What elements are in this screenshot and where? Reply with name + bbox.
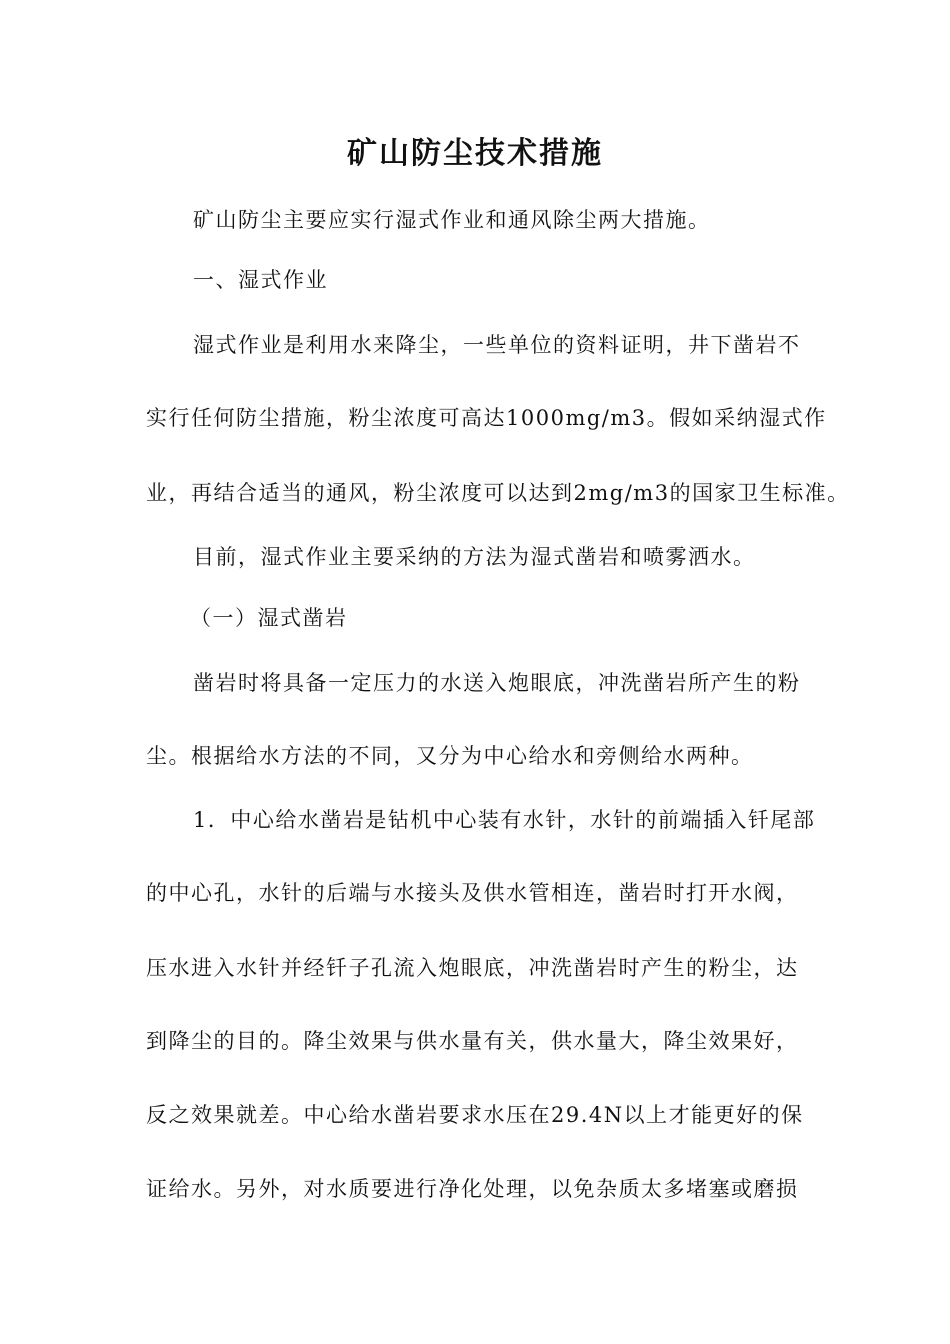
paragraph-line: 凿岩时将具备一定压力的水送入炮眼底，冲洗凿岩所产生的粉 bbox=[193, 671, 801, 695]
paragraph-line: 的中心孔，水针的后端与水接头及供水管相连，凿岩时打开水阀， bbox=[146, 881, 799, 905]
paragraph-line: 1．中心给水凿岩是钻机中心装有水针，水针的前端插入钎尾部 bbox=[193, 808, 816, 832]
document-title: 矿山防尘技术措施 bbox=[347, 136, 603, 171]
paragraph-intro: 矿山防尘主要应实行湿式作业和通风除尘两大措施。 bbox=[193, 208, 711, 232]
paragraph-line: 证给水。另外，对水质要进行净化处理，以免杂质太多堵塞或磨损 bbox=[146, 1177, 799, 1201]
paragraph-line: 尘。根据给水方法的不同，又分为中心给水和旁侧给水两种。 bbox=[146, 744, 754, 768]
paragraph-line: 到降尘的目的。降尘效果与供水量有关，供水量大，降尘效果好， bbox=[146, 1029, 799, 1053]
heading-wet-drilling: （一）湿式凿岩 bbox=[190, 606, 348, 630]
heading-wet-operation: 一、湿式作业 bbox=[193, 268, 328, 292]
paragraph-line: 实行任何防尘措施，粉尘浓度可高达1000mg/m3。假如采纳湿式作 bbox=[146, 406, 827, 430]
paragraph-line: 目前，湿式作业主要采纳的方法为湿式凿岩和喷雾洒水。 bbox=[193, 545, 756, 569]
paragraph-line: 压水进入水针并经钎子孔流入炮眼底，冲洗凿岩时产生的粉尘，达 bbox=[146, 956, 799, 980]
paragraph-line: 反之效果就差。中心给水凿岩要求水压在29.4N以上才能更好的保 bbox=[146, 1103, 804, 1127]
paragraph-line: 业，再结合适当的通风，粉尘浓度可以达到2mg/m3的国家卫生标准。 bbox=[146, 481, 850, 505]
paragraph-line: 湿式作业是利用水来降尘，一些单位的资料证明，井下凿岩不 bbox=[193, 333, 801, 357]
